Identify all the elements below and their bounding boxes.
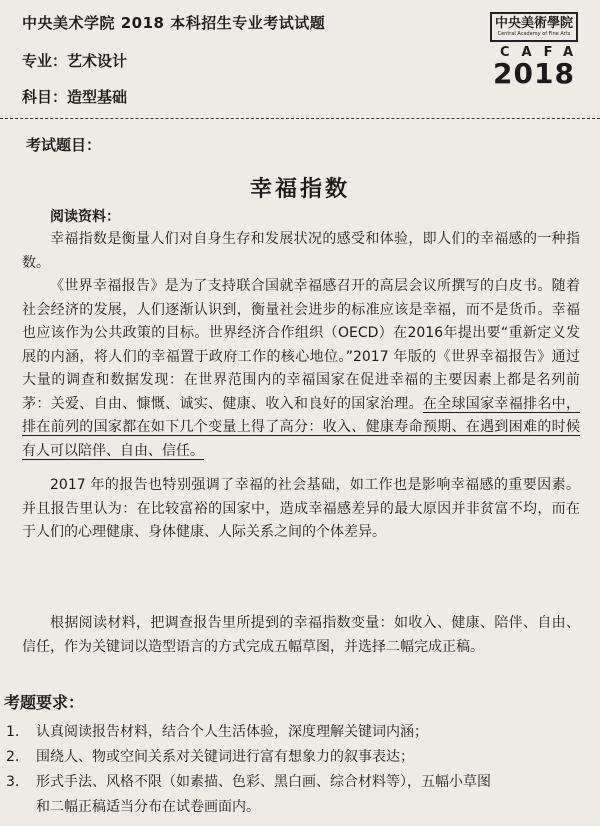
logo-chinese-name: 中央美術學院: [494, 16, 573, 31]
item-number: 2.: [6, 749, 20, 765]
paragraph-1: 幸福指数是衡量人们对自身生存和发展状况的感受和体验，即人们的幸福感的一种指数。: [22, 231, 580, 271]
item-number: 1.: [6, 724, 20, 740]
list-item: [6, 770, 584, 795]
reading-material: [22, 228, 580, 545]
requirements-list: [6, 720, 584, 820]
dashed-divider: [0, 118, 600, 119]
item-text: 认真阅读报告材料，结合个人生活体验，深度理解关键词内涵；: [36, 724, 428, 740]
item-text: 围绕人、物或空间关系对关键词进行富有想象力的叙事表达；: [36, 749, 414, 765]
paragraph-2: [22, 275, 580, 463]
exam-heading: 考试题目：: [26, 136, 102, 154]
item-number: 3.: [6, 774, 20, 790]
list-item: [6, 720, 584, 745]
logo-abbr: CAFA: [500, 45, 586, 60]
paragraph-4: 根据阅读材料，把调查报告里所提到的幸福指数变量：如收入、健康、陪伴、自由、信任，作为关键词以造型语言的方式完成五幅草图，并选择二幅完成正稿。: [22, 615, 580, 655]
logo-english-name: Central Academy of Fine Arts: [497, 31, 571, 37]
reading-label: 阅读资料：: [50, 209, 120, 225]
paragraph-2-underlined: 在全球国家幸福排名中，排在前列的国家都在如下几个变量上得了高分：收入、健康寿命预期、在遇到困难的时候有人可以陪伴、自由、信任。: [22, 395, 581, 459]
exam-header-title: 中央美术学院 2018 本科招生专业考试试题: [22, 14, 326, 32]
paragraph-3: 2017 年的报告也特别强调了幸福的社会基础，如工作也是影响幸福感的重要因素。并且报告里认为：在比较富裕的国家中，造成幸福感差异的最大原因并非贫富不均，而在于人们的心理健康、身体健康、人际关系之间的个体差异。: [22, 477, 580, 540]
task-instruction: [22, 612, 580, 659]
logo-year: 2018: [493, 57, 575, 90]
item-continuation: 和二幅正稿适当分布在试卷画面内。: [36, 799, 260, 815]
major-line: 专业：艺术设计: [22, 52, 128, 70]
question-title: 幸福指数: [249, 177, 350, 202]
list-item: [6, 745, 584, 770]
subject-line: 科目：造型基础: [22, 88, 128, 106]
logo-seal: [490, 12, 578, 42]
paragraph-2-text: 《世界幸福报告》是为了支持联合国就幸福感召开的高层会议所撰写的白皮书。随着社会经济的发展，人们逐渐认识到，衡量社会进步的标准应该是幸福，而不是货币。幸福也应该作为公共政策的目标。世界经济合作组织（OECD）在2016年提出要“重新定义发展的内涵，将人们的幸福置于政府工作的核心地位。”2017 年版的《世界幸福报告》通过大量的调查和数据发现：在世界范围内的幸福国家在促进幸福的主要因素上都是名列前茅：关爱、自由、慷慨、诚实、健康、收入和良好的国家治理。: [22, 278, 580, 412]
item-text: 形式手法、风格不限（如素描、色彩、黑白画、综合材料等），五幅小草图: [36, 774, 491, 790]
cafa-logo: [490, 12, 586, 90]
requirements-heading: 考题要求：: [4, 693, 85, 712]
